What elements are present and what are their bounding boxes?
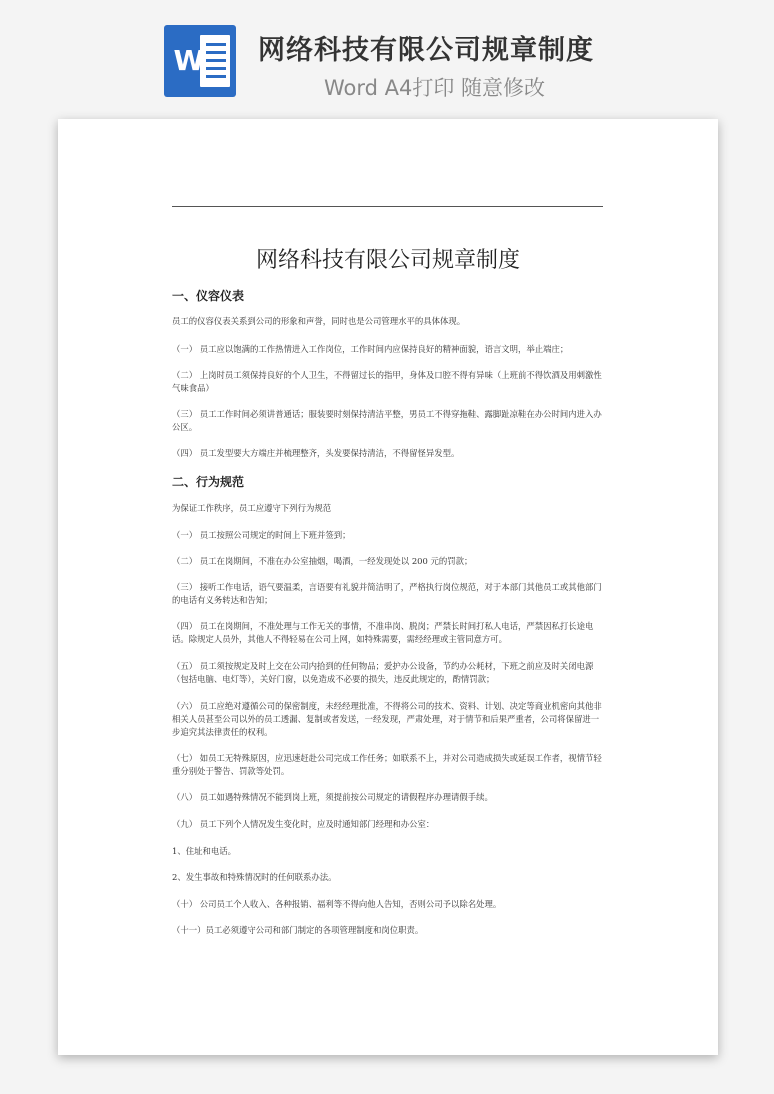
word-logo-icon bbox=[164, 25, 236, 97]
paragraph: （六） 员工应绝对遵循公司的保密制度，未经经理批准，不得将公司的技术、资料、计划、决定等商业机密向其他非相关人员甚至公司以外的员工透漏、复制或者发送，一经发现，严肃处理，对于情节和后果严重者，公司将保留进一步追究其法律责任的权利。 bbox=[172, 701, 602, 737]
paragraph: （八） 员工如遇特殊情况不能到岗上班，须提前按公司规定的请假程序办理请假手续。 bbox=[172, 792, 493, 802]
header-banner bbox=[0, 0, 774, 118]
section-heading-conduct: 二、行为规范 bbox=[172, 475, 245, 489]
paragraph: （十） 公司员工个人收入、各种报销、福利等不得向他人告知，否则公司予以除名处理。 bbox=[172, 899, 502, 909]
list-item: 1、住址和电话。 bbox=[172, 846, 236, 856]
paragraph: （九） 员工下列个人情况发生变化时，应及时通知部门经理和办公室： bbox=[172, 819, 435, 829]
paragraph: 员工的仪容仪表关系到公司的形象和声誉，同时也是公司管理水平的具体体现。 bbox=[172, 316, 466, 326]
paragraph: 为保证工作秩序，员工应遵守下列行为规范 bbox=[172, 503, 332, 513]
document-page bbox=[58, 119, 718, 1055]
paragraph: （四） 员工发型要大方端庄并梳理整齐，头发要保持清洁，不得留怪异发型。 bbox=[172, 448, 460, 458]
paragraph: （三） 员工工作时间必须讲普通话；服装要时刻保持清洁平整，男员工不得穿拖鞋、露脚趾凉鞋在办公时间内进入办公区。 bbox=[172, 409, 602, 432]
banner-subtitle: Word A4打印 随意修改 bbox=[324, 76, 546, 100]
paragraph: （一） 员工按照公司规定的时间上下班并签到； bbox=[172, 530, 351, 540]
list-item: 2、发生事故和特殊情况时的任何联系办法。 bbox=[172, 872, 337, 882]
header-rule bbox=[172, 206, 603, 207]
paragraph: （四） 员工在岗期间，不准处理与工作无关的事情，不准串岗、脱岗；严禁长时间打私人电话，严禁因私打长途电话。除规定人员外，其他人不得轻易在公司上网，如特殊需要，需经经理或主管同意方可。 bbox=[172, 621, 594, 644]
paragraph: （二） 员工在岗期间，不准在办公室抽烟，喝酒，一经发现处以 200 元的罚款； bbox=[172, 556, 473, 566]
paragraph: （三） 接听工作电话，语气要温柔，言语要有礼貌并简洁明了，严格执行岗位规范，对于本部门其他员工或其他部门的电话有义务转达和告知； bbox=[172, 582, 602, 605]
paragraph: （五） 员工须按规定及时上交在公司内拾到的任何物品；爱护办公设备，节约办公耗材，下班之前应及时关闭电源（包括电脑、电灯等），关好门窗，以免造成不必要的损失，违反此规定的，酌情罚款； bbox=[172, 661, 594, 684]
word-logo-letter: W bbox=[173, 44, 205, 77]
paragraph: （七） 如员工无特殊原因，应迅速赶赴公司完成工作任务；如联系不上，并对公司造成损失或延误工作者，视情节轻重分别处于警告、罚款等处罚。 bbox=[172, 753, 602, 776]
banner-title: 网络科技有限公司规章制度 bbox=[258, 35, 594, 66]
section-heading-appearance: 一、仪容仪表 bbox=[172, 289, 245, 303]
document-title: 网络科技有限公司规章制度 bbox=[255, 248, 520, 273]
paragraph: （二） 上岗时员工须保持良好的个人卫生，不得留过长的指甲，身体及口腔不得有异味（上班前不得饮酒及用刺激性气味食品） bbox=[172, 370, 602, 393]
paragraph: （一） 员工应以饱满的工作热情进入工作岗位，工作时间内应保持良好的精神面貌，语言文明，举止端庄； bbox=[172, 344, 569, 354]
paragraph: （十一）员工必须遵守公司和部门制定的各项管理制度和岗位职责。 bbox=[172, 925, 424, 935]
